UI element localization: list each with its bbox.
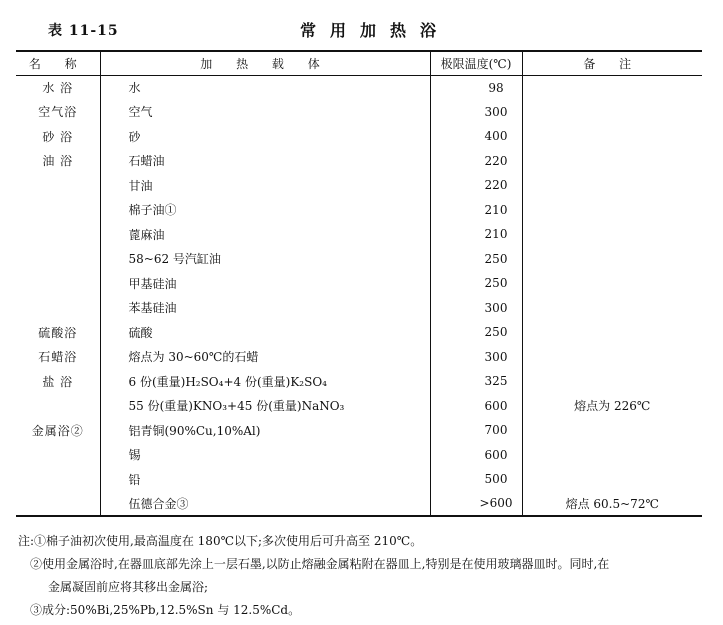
limit-temperature: 210 — [430, 198, 522, 223]
heating-carrier: 棉子油① — [100, 198, 430, 223]
limit-temperature: 500 — [430, 467, 522, 492]
remark — [522, 320, 702, 345]
remark — [522, 345, 702, 370]
table-row — [16, 369, 702, 394]
remark — [522, 173, 702, 198]
bath-name — [16, 271, 100, 296]
limit-temperature: 300 — [430, 345, 522, 370]
table-row — [16, 149, 702, 174]
bath-name — [16, 198, 100, 223]
limit-temperature: 400 — [430, 124, 522, 149]
footnote-3: ③成分:50%Bi,25%Pb,12.5%Sn 与 12.5%Cd。 — [30, 603, 301, 617]
remark — [522, 369, 702, 394]
limit-temperature: 325 — [430, 369, 522, 394]
footnotes — [18, 530, 718, 622]
bath-name: 盐 浴 — [42, 374, 74, 389]
bath-name — [16, 296, 100, 321]
heating-carrier: 水 — [100, 75, 430, 100]
heating-carrier: 锡 — [100, 443, 430, 468]
bath-name: 空气浴 — [38, 105, 78, 120]
heating-carrier: 铝青铜(90%Cu,10%Al) — [100, 418, 430, 443]
bath-name — [16, 247, 100, 272]
limit-temperature: 250 — [430, 320, 522, 345]
heating-carrier: 甲基硅油 — [100, 271, 430, 296]
limit-temperature: 600 — [430, 394, 522, 419]
heating-carrier: 熔点为 30~60℃的石蜡 — [100, 345, 430, 370]
table-row — [16, 124, 702, 149]
table-row — [16, 198, 702, 223]
table-row — [16, 296, 702, 321]
limit-temperature: 300 — [430, 100, 522, 125]
heating-carrier: 蓖麻油 — [100, 222, 430, 247]
table-row — [16, 222, 702, 247]
table-row — [16, 100, 702, 125]
limit-temperature: 220 — [430, 149, 522, 174]
limit-temperature: 220 — [430, 173, 522, 198]
table-number: 表 11-15 — [48, 23, 119, 39]
bath-name: 石蜡浴 — [38, 350, 78, 365]
remark — [522, 100, 702, 125]
limit-temperature: 250 — [430, 247, 522, 272]
bath-name — [16, 443, 100, 468]
limit-temperature: 210 — [430, 222, 522, 247]
header-carrier: 加 热 载 体 — [100, 51, 430, 75]
table-row — [16, 492, 702, 517]
header-temperature: 极限温度(℃) — [430, 51, 522, 75]
limit-temperature: 700 — [430, 418, 522, 443]
header-note: 备 注 — [522, 51, 702, 75]
remark — [522, 296, 702, 321]
limit-temperature: 600 — [430, 443, 522, 468]
bath-name — [16, 492, 100, 517]
footnote-1: 注:①棉子油初次使用,最高温度在 180℃以下;多次使用后可升高至 210℃。 — [18, 534, 423, 548]
heating-carrier: 空气 — [100, 100, 430, 125]
remark — [522, 222, 702, 247]
table-header-row — [16, 51, 702, 75]
remark — [522, 418, 702, 443]
limit-temperature: 98 — [430, 75, 522, 100]
table-row — [16, 345, 702, 370]
limit-temperature: 300 — [430, 296, 522, 321]
bath-name — [16, 173, 100, 198]
bath-name: 油 浴 — [42, 154, 74, 169]
remark — [522, 198, 702, 223]
heating-carrier: 55 份(重量)KNO₃+45 份(重量)NaNO₃ — [100, 394, 430, 419]
bath-name: 水 浴 — [42, 81, 74, 95]
bath-name: 硫酸浴 — [38, 325, 78, 340]
heating-carrier: 6 份(重量)H₂SO₄+4 份(重量)K₂SO₄ — [100, 369, 430, 394]
table-row — [16, 75, 702, 100]
heating-carrier: 伍德合金③ — [100, 492, 430, 517]
remark: 熔点 60.5~72℃ — [522, 492, 702, 517]
remark — [522, 247, 702, 272]
table-row — [16, 247, 702, 272]
heating-carrier: 石蜡油 — [100, 149, 430, 174]
heating-carrier: 铅 — [100, 467, 430, 492]
heating-bath-table — [16, 50, 702, 517]
remark — [522, 271, 702, 296]
bath-name: 砂 浴 — [42, 129, 74, 144]
heating-carrier: 甘油 — [100, 173, 430, 198]
table-title: 常用加热浴 — [300, 21, 451, 40]
table-row — [16, 271, 702, 296]
heating-carrier: 硫酸 — [100, 320, 430, 345]
bath-name — [16, 394, 100, 419]
remark — [522, 149, 702, 174]
bath-name — [16, 222, 100, 247]
heating-carrier: 苯基硅油 — [100, 296, 430, 321]
bath-name — [16, 467, 100, 492]
remark — [522, 467, 702, 492]
footnote-2: ②使用金属浴时,在器皿底部先涂上一层石墨,以防止熔融金属粘附在器皿上,特别是在使用玻璃器皿时。同时,在 — [30, 557, 610, 571]
footnote-2-cont: 金属凝固前应将其移出金属浴; — [48, 580, 209, 594]
table-row — [16, 467, 702, 492]
bath-name: 金属浴② — [31, 423, 84, 438]
heating-carrier: 58~62 号汽缸油 — [100, 247, 430, 272]
table-row — [16, 173, 702, 198]
remark — [522, 443, 702, 468]
limit-temperature: 250 — [430, 271, 522, 296]
remark: 熔点为 226℃ — [522, 394, 702, 419]
table-row — [16, 394, 702, 419]
remark — [522, 75, 702, 100]
table-body — [16, 75, 702, 516]
header-name: 名 称 — [16, 51, 100, 75]
table-row — [16, 443, 702, 468]
table-row — [16, 320, 702, 345]
table-row — [16, 418, 702, 443]
remark — [522, 124, 702, 149]
heating-carrier: 砂 — [100, 124, 430, 149]
limit-temperature: >600 — [430, 492, 522, 517]
table-caption — [0, 20, 723, 44]
